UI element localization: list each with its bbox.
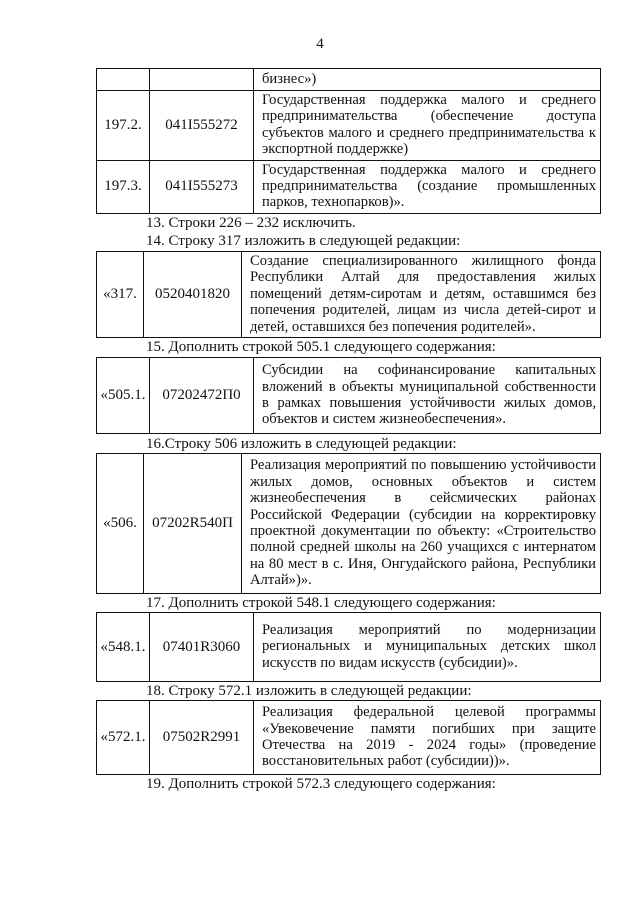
row-description: Государственная поддержка малого и среднего предпринимательства (обеспечение доступа субъектов малого и среднего предпринимательства к экспортной поддержке) <box>254 91 601 161</box>
row-description: Создание специализированного жилищного фонда Республики Алтай для предоставления жилых помещений детям-сиротам и детям, оставшимся без попечения родителей, лицам из числа детей-сирот и детей, оставшихся без попечения родителей». <box>242 252 601 338</box>
table-row <box>97 701 601 775</box>
row-number <box>97 69 150 91</box>
row-description: Субсидии на софинансирование капитальных вложений в объекты муниципальной собственности в рамках повышения устойчивости жилых домов, объектов и систем жизнеобеспечения». <box>254 358 601 434</box>
table-continuation <box>96 68 601 214</box>
row-code: 0520401820 <box>144 252 242 338</box>
row-number: 197.3. <box>97 160 150 213</box>
page-number: 4 <box>316 36 324 52</box>
table-row-317 <box>96 251 601 338</box>
row-description: Реализация мероприятий по модернизации региональных и муниципальных детских школ искусств по видам искусств (субсидии)». <box>254 613 601 682</box>
table-row-506 <box>96 453 601 594</box>
row-code: 07202472П0 <box>150 358 254 434</box>
row-description: бизнес») <box>254 69 601 91</box>
table-row <box>97 613 601 682</box>
row-code: 041I555273 <box>150 160 254 213</box>
row-number: «505.1. <box>97 358 150 434</box>
table-row <box>97 252 601 338</box>
table-row <box>97 160 601 213</box>
row-code: 07401R3060 <box>150 613 254 682</box>
table-row-572-1 <box>96 700 601 775</box>
amendment-note: 17. Дополнить строкой 548.1 следующего содержания: <box>146 595 496 611</box>
row-number: «317. <box>97 252 144 338</box>
table-row <box>97 91 601 161</box>
table-row-505-1 <box>96 357 601 434</box>
table-row <box>97 358 601 434</box>
row-code <box>150 69 254 91</box>
row-number: «548.1. <box>97 613 150 682</box>
amendment-note: 18. Строку 572.1 изложить в следующей редакции: <box>146 683 472 699</box>
amendment-note: 16.Строку 506 изложить в следующей редакции: <box>146 436 457 452</box>
table-row <box>97 454 601 594</box>
row-code: 041I555272 <box>150 91 254 161</box>
row-description: Реализация мероприятий по повышению устойчивости жилых домов, основных объектов и систем жизнеобеспечения в сейсмических районах Российской Федерации (субсидии на корректировку проектной документации по объекту: «Строительство полной средней школы на 260 учащихся с интернатом на 80 мест в с. Иня, Онгудайского района, Республики Алтай»)». <box>242 454 601 594</box>
table-row-548-1 <box>96 612 601 682</box>
row-number: «572.1. <box>97 701 150 775</box>
row-code: 07502R2991 <box>150 701 254 775</box>
amendment-note: 19. Дополнить строкой 572.3 следующего содержания: <box>146 776 496 792</box>
amendment-note: 15. Дополнить строкой 505.1 следующего содержания: <box>146 339 496 355</box>
amendment-note: 14. Строку 317 изложить в следующей редакции: <box>146 233 461 249</box>
row-description: Государственная поддержка малого и среднего предпринимательства (создание промышленных парков, технопарков)». <box>254 160 601 213</box>
row-description: Реализация федеральной целевой программы «Увековечение памяти погибших при защите Отечества на 2019 - 2024 годы» (проведение восстановительных работ (субсидии))». <box>254 701 601 775</box>
row-number: «506. <box>97 454 144 594</box>
row-code: 07202R540П <box>144 454 242 594</box>
row-number: 197.2. <box>97 91 150 161</box>
amendment-note: 13. Строки 226 – 232 исключить. <box>146 215 356 231</box>
table-row <box>97 69 601 91</box>
